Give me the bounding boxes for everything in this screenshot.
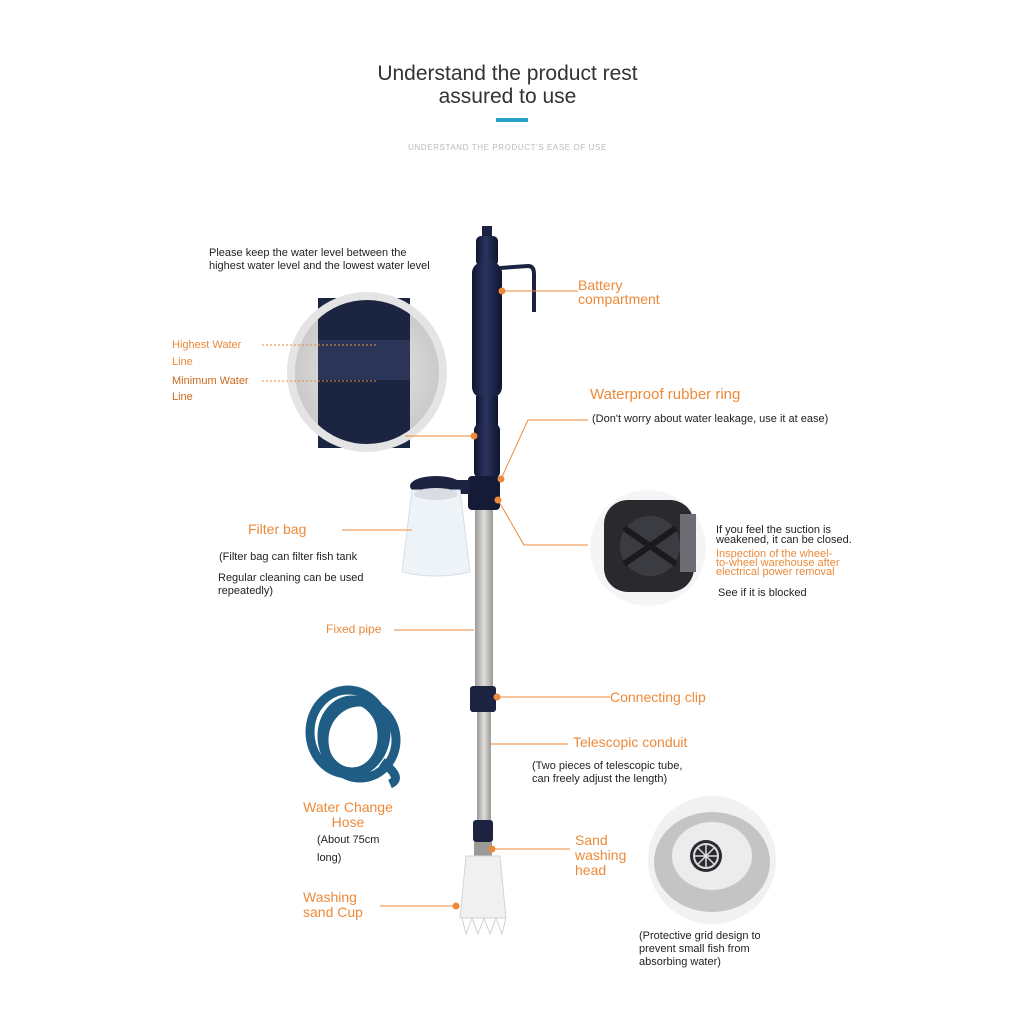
blocked-note: See if it is blocked — [718, 587, 807, 599]
title-line-2: assured to use — [438, 85, 577, 108]
hose-label — [296, 800, 400, 830]
connecting-clip — [470, 686, 496, 712]
connecting-clip-label: Connecting clip — [610, 689, 706, 705]
water-level-zoom — [291, 296, 443, 448]
fixed-pipe-label: Fixed pipe — [326, 622, 382, 636]
grid-note-a: (Protective grid design to — [639, 930, 761, 942]
page-subtitle: UNDERSTAND THE PRODUCT'S EASE OF USE — [408, 143, 607, 152]
filter-bag-label: Filter bag — [248, 521, 307, 537]
water-change-hose — [310, 690, 396, 784]
suction-note — [716, 525, 852, 545]
sand-head-label-a: Sand — [575, 832, 608, 848]
title-line-1: Understand the product rest — [377, 62, 638, 85]
hose-label-b: Hose — [331, 814, 365, 830]
suction-note-b: weakened, it can be closed. — [716, 534, 852, 546]
grid-note-b: prevent small fish from — [639, 943, 750, 955]
sand-head-label-c: head — [575, 862, 607, 878]
sand-head-label-b: washing — [575, 847, 627, 863]
sand-cup-label-a: Washing — [303, 889, 357, 905]
hose-note-b: long) — [317, 852, 342, 864]
inspection-note-b: to-wheel warehouse after — [716, 557, 840, 569]
filter-note-b: Regular cleaning can be used — [218, 572, 364, 584]
telescopic-conduit — [477, 712, 491, 822]
minimum-line-label-a: Minimum Water — [172, 375, 249, 387]
grid-note — [639, 930, 761, 969]
fixed-pipe — [475, 510, 493, 688]
impeller-zoom — [590, 490, 706, 606]
filter-note-c: repeatedly) — [218, 585, 274, 597]
battery-label-b: compartment — [578, 291, 660, 307]
hose-label-a: Water Change — [303, 799, 393, 815]
washing-sand-cup — [460, 856, 506, 918]
hose-note-a: (About 75cm — [317, 834, 380, 846]
sand-cup-label — [303, 890, 363, 920]
highest-line-label-b: Line — [172, 356, 193, 368]
sand-head-label — [575, 833, 626, 878]
telescopic-note-a: (Two pieces of telescopic tube, — [532, 760, 683, 772]
inspection-note-c: electrical power removal — [716, 566, 835, 578]
grid-note-c: absorbing water) — [639, 956, 721, 968]
rubber-ring-note: (Don't worry about water leakage, use it at ease) — [592, 413, 829, 425]
inspection-note-a: Inspection of the wheel- — [716, 548, 833, 560]
minimum-line-label-b: Line — [172, 391, 193, 403]
rubber-ring-label: Waterproof rubber ring — [590, 386, 741, 403]
telescopic-note-b: can freely adjust the length) — [532, 773, 668, 785]
telescopic-label: Telescopic conduit — [573, 734, 688, 750]
device-handle — [454, 226, 534, 510]
sand-head-zoom — [648, 796, 776, 924]
highest-line-label-a: Highest Water — [172, 339, 242, 351]
battery-label-a: Battery — [578, 277, 623, 293]
filter-bag — [402, 476, 470, 576]
water-level-note: Please keep the water level between the highest water level and the lowest water level — [209, 247, 430, 272]
suction-note-a: If you feel the suction is — [716, 524, 831, 536]
inspection-note — [716, 550, 840, 577]
filter-note-a: (Filter bag can filter fish tank — [219, 551, 358, 563]
sand-cup-label-b: sand Cup — [303, 904, 363, 920]
battery-label — [578, 278, 660, 306]
